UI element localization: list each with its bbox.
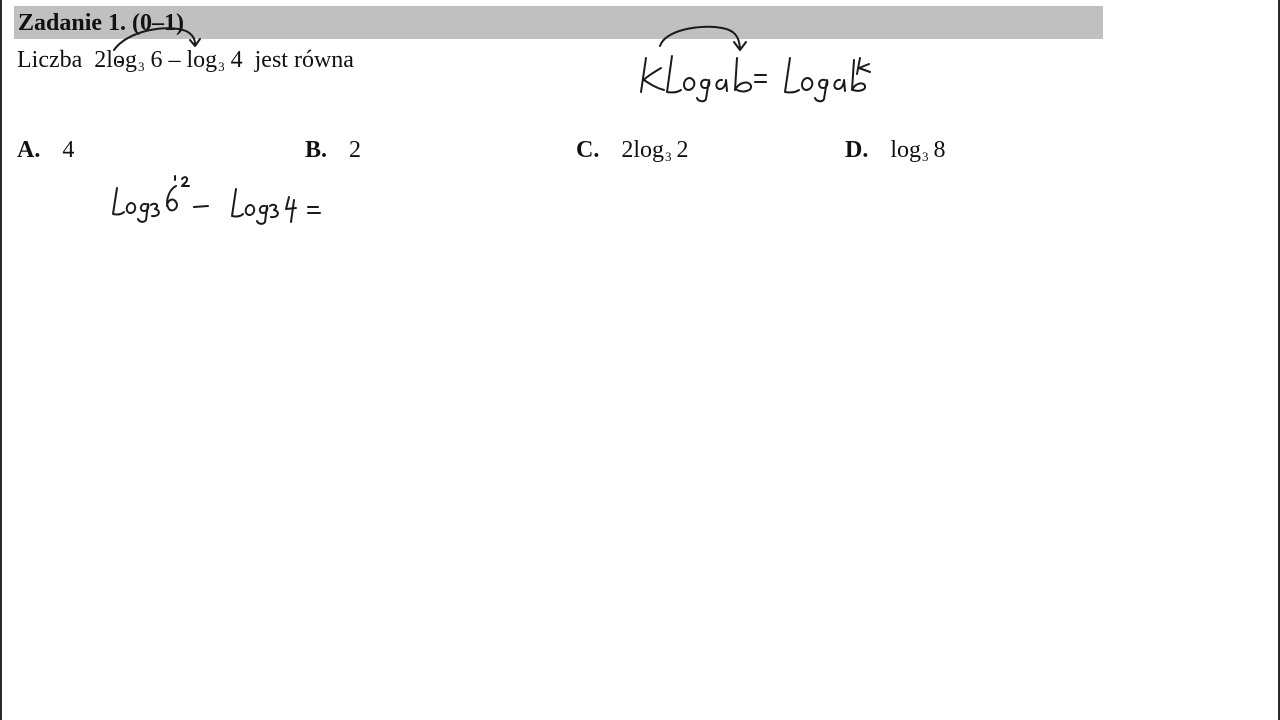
minus-sign: –	[168, 47, 181, 73]
answer-argument: 8	[933, 137, 946, 163]
term2-log: log	[186, 47, 218, 73]
term2-argument: 4	[230, 47, 243, 73]
answer-letter: A.	[17, 137, 41, 163]
question-suffix: jest równa	[254, 47, 354, 73]
answer-coefficient: 2	[621, 137, 634, 163]
question-prefix: Liczba	[17, 47, 83, 73]
answer-value: 4	[62, 137, 75, 163]
answer-option-d	[845, 134, 946, 173]
term1-coefficient: 2	[94, 47, 107, 73]
term2-base: 3	[218, 59, 225, 74]
answer-argument: 2	[676, 137, 689, 163]
answer-option-a	[17, 134, 74, 166]
answer-option-b	[305, 134, 361, 166]
answer-option-c	[576, 134, 689, 173]
answer-base: 3	[665, 149, 672, 164]
answer-letter: D.	[845, 137, 869, 163]
task-header	[14, 6, 1103, 39]
handwritten-work-line	[113, 176, 320, 224]
answer-letter: C.	[576, 137, 600, 163]
answer-log: log	[890, 137, 922, 163]
answer-value: 2	[349, 137, 362, 163]
term1-log: log	[106, 47, 137, 73]
term1-base: 3	[137, 59, 145, 74]
term1-argument: 6	[150, 47, 163, 73]
question-text	[17, 44, 354, 83]
answer-log: log	[633, 137, 665, 163]
page-border-left	[0, 0, 2, 720]
answer-letter: B.	[305, 137, 328, 163]
task-title: Zadanie 1. (0–1)	[18, 10, 185, 36]
answer-base: 3	[922, 149, 929, 164]
